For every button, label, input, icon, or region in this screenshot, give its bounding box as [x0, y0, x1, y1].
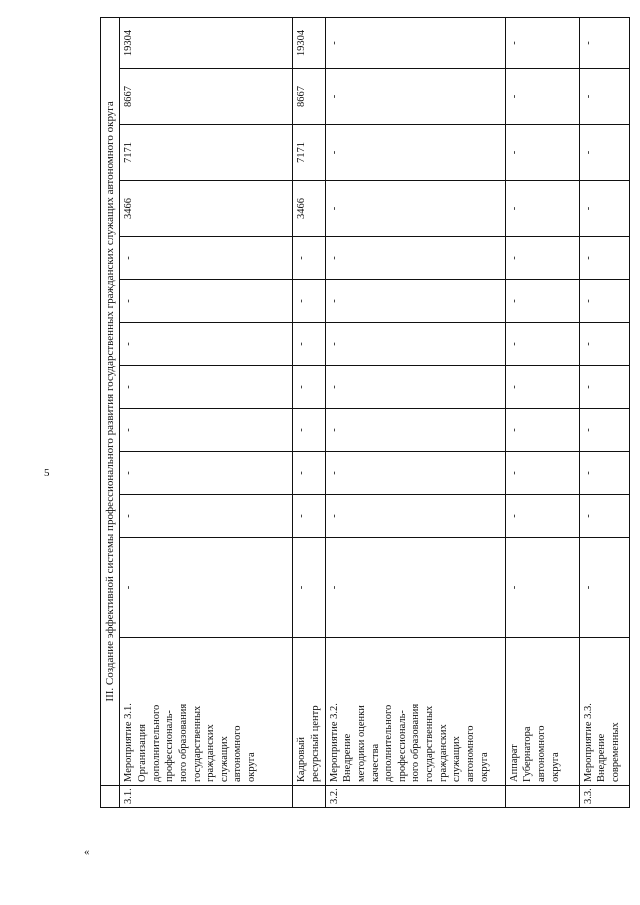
data-cell: - [505, 452, 579, 495]
row-number: 3.3. [579, 786, 629, 808]
quote-mark: « [84, 846, 90, 858]
table-row [293, 17, 325, 807]
data-cell: - [293, 323, 325, 366]
data-cell: - [505, 495, 579, 538]
data-cell: - [325, 125, 505, 181]
data-cell: 7171 [293, 125, 325, 181]
row-name: Аппарат Губернатора автономного округа [505, 638, 579, 786]
table-row [505, 17, 579, 807]
data-cell: - [505, 409, 579, 452]
data-cell: - [293, 409, 325, 452]
data-cell: - [325, 323, 505, 366]
table-row [325, 17, 505, 807]
section-number-cell [101, 786, 120, 808]
data-cell: - [293, 538, 325, 638]
data-cell: 3466 [293, 181, 325, 237]
data-cell: - [579, 538, 629, 638]
data-cell: 19304 [120, 17, 293, 68]
data-cell: - [293, 237, 325, 280]
data-cell: - [120, 280, 293, 323]
data-cell: - [579, 323, 629, 366]
data-cell: - [120, 409, 293, 452]
table-row [120, 17, 293, 807]
data-cell: 19304 [293, 17, 325, 68]
data-cell: - [120, 538, 293, 638]
data-cell: 3466 [120, 181, 293, 237]
data-cell: - [505, 237, 579, 280]
data-cell: - [579, 366, 629, 409]
data-cell: - [505, 538, 579, 638]
rotated-table-container [100, 18, 621, 808]
data-cell: - [120, 366, 293, 409]
data-cell: - [325, 280, 505, 323]
row-number [505, 786, 579, 808]
row-number [293, 786, 325, 808]
data-cell: - [579, 452, 629, 495]
data-cell: - [579, 280, 629, 323]
data-cell: - [579, 17, 629, 68]
program-table [100, 17, 630, 808]
data-cell: - [293, 495, 325, 538]
data-cell: - [293, 452, 325, 495]
row-name: Кадровый ресурсный центр [293, 638, 325, 786]
rotated-table-region [100, 18, 621, 808]
table-row [579, 17, 629, 807]
row-number: 3.2. [325, 786, 505, 808]
data-cell: - [505, 69, 579, 125]
data-cell: - [325, 366, 505, 409]
data-cell: 8667 [120, 69, 293, 125]
data-cell: - [579, 125, 629, 181]
data-cell: - [579, 495, 629, 538]
row-name: Мероприятие 3.3. Внедрение современных [579, 638, 629, 786]
data-cell: - [325, 237, 505, 280]
data-cell: - [579, 409, 629, 452]
data-cell: - [293, 366, 325, 409]
data-cell: - [120, 323, 293, 366]
data-cell: - [505, 366, 579, 409]
data-cell: - [505, 125, 579, 181]
data-cell: - [325, 452, 505, 495]
row-number: 3.1. [120, 786, 293, 808]
data-cell: - [120, 495, 293, 538]
section-row [101, 17, 120, 807]
data-cell: - [325, 69, 505, 125]
data-cell: - [120, 452, 293, 495]
data-cell: - [325, 17, 505, 68]
data-cell: - [579, 181, 629, 237]
data-cell: - [325, 495, 505, 538]
data-cell: - [505, 17, 579, 68]
data-cell: - [505, 323, 579, 366]
data-cell: - [579, 237, 629, 280]
data-cell: 7171 [120, 125, 293, 181]
data-cell: - [325, 409, 505, 452]
row-name: Мероприятие 3.2. Внедрение методики оценки качества дополнительного профессиональ- ного образования государственных гражданских служащих автономного округа [325, 638, 505, 786]
data-cell: - [505, 280, 579, 323]
data-cell: - [293, 280, 325, 323]
data-cell: - [325, 538, 505, 638]
row-name: Мероприятие 3.1. Организация дополнительного профессиональ- ного образования государственных гражданских служащих автономного округа [120, 638, 293, 786]
section-title: III. Создание эффективной системы профессионального развития государственных гражданских служащих автономного округа [101, 17, 120, 785]
data-cell: - [120, 237, 293, 280]
page-number: 5 [44, 467, 50, 479]
data-cell: - [325, 181, 505, 237]
data-cell: - [579, 69, 629, 125]
data-cell: - [505, 181, 579, 237]
data-cell: 8667 [293, 69, 325, 125]
table-body [101, 17, 630, 807]
